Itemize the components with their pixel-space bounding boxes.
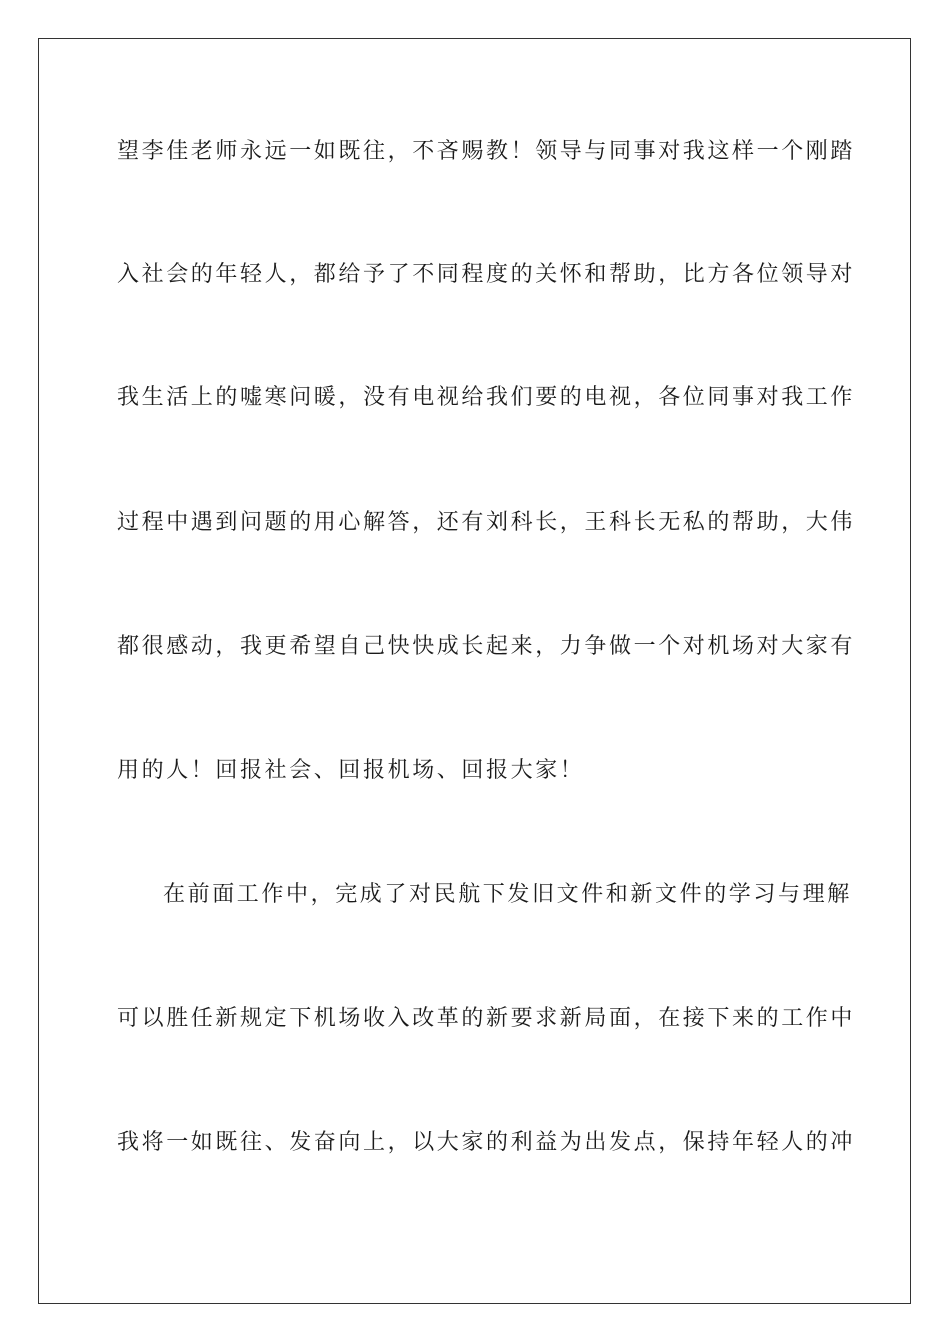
text-line-1: 望李佳老师永远一如既往，不吝赐教！领导与同事对我这样一个刚踏 bbox=[117, 139, 856, 164]
page-border bbox=[38, 38, 911, 1304]
paragraph-start-line: 在前面工作中，完成了对民航下发旧文件和新文件的学习与理解 bbox=[163, 882, 852, 907]
text-line-6: 用的人！回报社会、回报机场、回报大家！ bbox=[117, 758, 585, 783]
text-line-8: 可以胜任新规定下机场收入改革的新要求新局面，在接下来的工作中 bbox=[117, 1006, 856, 1031]
text-line-9: 我将一如既往、发奋向上，以大家的利益为出发点，保持年轻人的冲 bbox=[117, 1130, 856, 1155]
text-line-4: 过程中遇到问题的用心解答，还有刘科长，王科长无私的帮助，大伟 bbox=[117, 510, 856, 535]
text-line-3: 我生活上的嘘寒问暖，没有电视给我们要的电视，各位同事对我工作 bbox=[117, 385, 856, 410]
text-line-5: 都很感动，我更希望自己快快成长起来，力争做一个对机场对大家有 bbox=[117, 634, 856, 659]
text-line-2: 入社会的年轻人，都给予了不同程度的关怀和帮助，比方各位领导对 bbox=[117, 262, 856, 287]
